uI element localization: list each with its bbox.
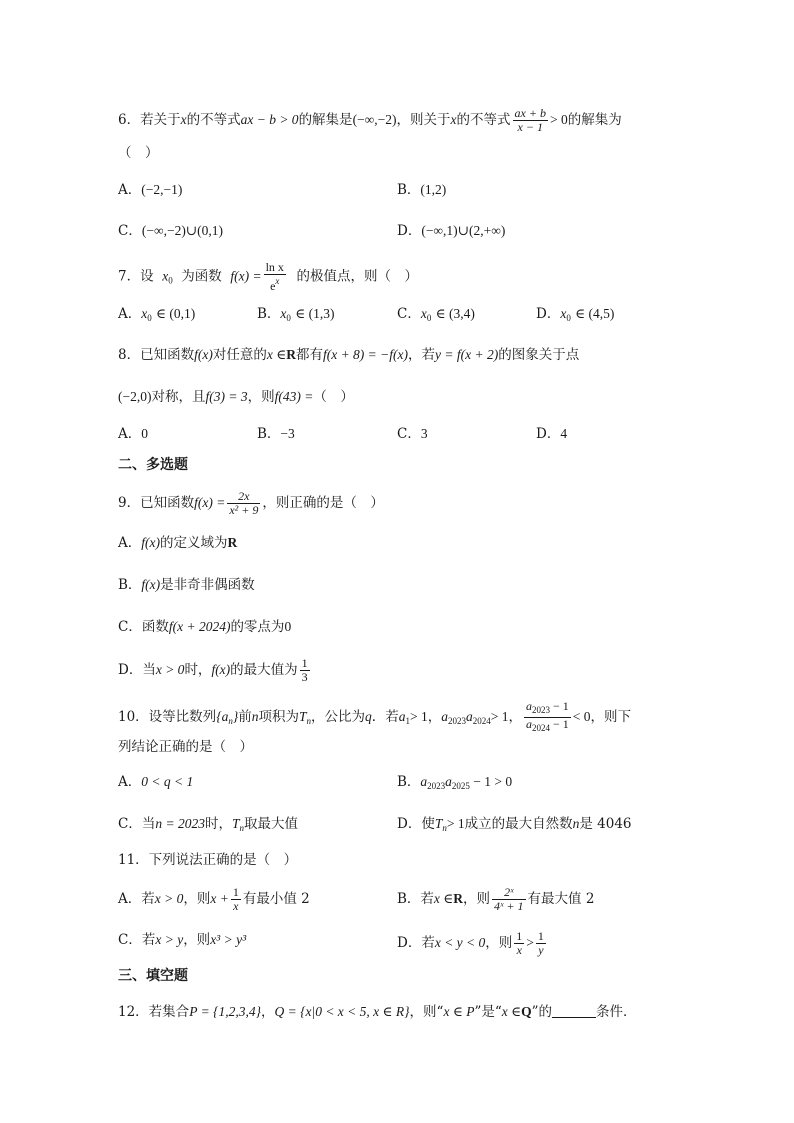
q10-T: T	[299, 709, 307, 724]
q6-text: 的解集为	[567, 112, 622, 128]
q7-option-a	[118, 304, 195, 328]
q6-interval: (−∞,−2)	[352, 112, 397, 127]
q10-option-d	[397, 814, 632, 838]
q10-text: ，公比为	[311, 709, 366, 725]
q8-option-d	[536, 424, 567, 444]
q10-text: ．若	[371, 709, 399, 725]
q9-option-a	[118, 533, 237, 553]
q6-paren: （ ）	[118, 145, 159, 161]
q8-x-in: x ∈	[266, 347, 287, 362]
question-6-stem	[118, 107, 622, 134]
q6-text: 的不等式	[456, 112, 511, 128]
q10-option-b	[397, 772, 512, 796]
q8-R: R	[286, 347, 296, 362]
question-7-stem	[118, 261, 418, 293]
q8-option-b	[257, 424, 295, 444]
q12-text: ，则“	[409, 1004, 444, 1020]
q7-function: f(x) =	[230, 268, 262, 284]
q12-text: ”是“	[474, 1004, 502, 1020]
q11-option-c	[118, 930, 246, 950]
answer-blank[interactable]	[552, 1003, 596, 1018]
option-fx: f(x)	[141, 535, 160, 550]
q7-text: 的极值点，则（ ）	[296, 268, 419, 285]
q9-text: 9．已知函数	[118, 495, 195, 511]
option-var: a	[420, 774, 428, 789]
option-cond: x > 0	[154, 891, 184, 906]
q6-text: 的解集是	[298, 112, 353, 128]
option-label: A．	[118, 774, 142, 790]
q6-frac-num: ax + b	[514, 106, 546, 120]
q7-frac-num: ln x	[265, 260, 284, 274]
option-var: x	[280, 306, 287, 321]
option-text: 的零点为	[230, 619, 285, 635]
option-label: D．当	[118, 662, 156, 678]
option-sub: n	[239, 823, 244, 833]
option-sub: n	[442, 823, 447, 833]
q9-option-c	[118, 617, 291, 637]
q11-option-b	[397, 886, 594, 913]
option-text: 有最大值 2	[527, 891, 595, 907]
q9-option-d	[118, 657, 312, 684]
q9-frac-num: 2x	[227, 490, 260, 504]
q10-prod-sub: 2023	[448, 716, 467, 726]
frac-num: 1	[301, 656, 308, 670]
option-text: 取最大值	[243, 816, 298, 832]
option-gt: >	[526, 935, 534, 950]
option-label: C．	[118, 223, 142, 239]
option-label: D．若	[397, 935, 435, 951]
option-text: 是 4046	[579, 816, 632, 832]
option-text: ，则	[183, 932, 211, 948]
option-value: 3	[420, 426, 428, 441]
q6-fraction	[513, 107, 548, 134]
option-value: x³ > y³	[210, 932, 247, 947]
option-text: 是非奇非偶函数	[160, 577, 255, 593]
option-fraction	[536, 930, 546, 957]
q8-fx: f(x)	[194, 347, 213, 362]
option-value: 4	[560, 426, 568, 441]
option-var: T	[231, 816, 240, 831]
option-label: C．若	[118, 932, 156, 948]
frac-den-sub: 2024	[532, 723, 551, 733]
q10-option-c	[118, 814, 298, 838]
q7-option-d	[536, 304, 614, 328]
q9-function: f(x) =	[194, 495, 226, 510]
q10-prod-sub: 2024	[472, 716, 491, 726]
q12-set-P: P = {1,2,3,4}	[189, 1004, 261, 1019]
frac-den: a	[526, 717, 533, 731]
option-cond: > 1	[446, 816, 465, 831]
q8-text: 对任意的	[212, 347, 267, 363]
q10-a1: a	[398, 709, 406, 724]
q8-text: 对称，且	[151, 389, 206, 405]
q12-text: 条件．	[596, 1004, 637, 1020]
q10-a1-rest: > 1，	[410, 709, 442, 724]
q8-y: y = f(x + 2)	[435, 347, 499, 362]
q12-text: 12．若集合	[118, 1004, 190, 1020]
q6-frac-den: x − 1	[517, 120, 543, 134]
q10-seq: {a	[216, 709, 229, 724]
option-text: ，则	[463, 891, 491, 907]
option-label: A．	[118, 306, 142, 322]
frac-den-rest: − 1	[550, 717, 569, 731]
option-value: 0	[284, 619, 292, 634]
option-label: B．	[257, 306, 281, 322]
option-R: R	[227, 535, 238, 550]
q10-prod: a	[441, 709, 449, 724]
option-var: T	[434, 816, 443, 831]
q10-q: q	[365, 709, 372, 724]
option-value: (1,2)	[420, 182, 447, 197]
option-text: ，则	[183, 891, 211, 907]
option-label: D．	[397, 223, 422, 239]
q11-option-d	[397, 930, 548, 957]
q10-seq-end: }	[232, 709, 239, 724]
option-value: ∈ (0,1)	[156, 306, 196, 321]
option-sub: 2023	[427, 781, 446, 791]
q6-option-b	[397, 180, 446, 200]
q7-text: 为函数	[181, 268, 222, 285]
q10-n: n	[251, 709, 259, 724]
q11-option-a	[118, 886, 310, 913]
option-value: (−∞,1)∪(2,+∞)	[421, 223, 506, 238]
option-sub: 0	[286, 313, 291, 323]
option-label: A．若	[118, 891, 155, 907]
option-label: C．函数	[118, 619, 169, 635]
option-value: ∈ (3,4)	[435, 306, 475, 321]
option-cond: x > 0	[155, 662, 185, 677]
q9-fraction	[227, 490, 260, 517]
option-text: 成立的最大自然数	[464, 816, 573, 832]
option-label: C．	[397, 426, 421, 442]
q8-point: (−2,0)	[118, 389, 152, 404]
option-cond: x ∈	[433, 891, 454, 906]
q8-f3: f(3) = 3	[205, 389, 248, 404]
q6-option-d	[397, 221, 505, 241]
q6-option-c	[118, 221, 223, 241]
option-sub: 0	[566, 313, 571, 323]
option-label: B．	[257, 426, 281, 442]
q8-text: ，则	[247, 389, 275, 405]
q7-option-c	[397, 304, 475, 328]
q10-a1-sub: 1	[405, 716, 411, 726]
q6-option-a	[118, 180, 182, 200]
question-12-stem	[118, 1002, 637, 1022]
q8-text: 都有	[295, 347, 323, 363]
option-text: 时，	[204, 816, 232, 832]
section-heading-fill-in: 三、填空题	[118, 968, 188, 984]
q10-prod-rest: > 1，	[490, 709, 523, 724]
question-11-stem: 11．下列说法正确的是（ ）	[118, 852, 298, 868]
question-10-stem-2: 列结论正确的是（ ）	[118, 739, 253, 755]
option-var: a	[445, 774, 452, 789]
option-label: B．	[397, 182, 421, 198]
option-value: 0	[141, 426, 148, 441]
option-fraction	[492, 886, 525, 913]
option-fx: f(x)	[211, 662, 231, 677]
option-label: B．若	[397, 891, 434, 907]
question-8-stem-2	[118, 387, 354, 407]
option-label: D．	[536, 426, 561, 442]
option-label: B．	[118, 577, 142, 593]
option-text: 的定义域为	[159, 535, 228, 551]
option-var: x	[141, 306, 148, 321]
q10-prod: a	[466, 709, 473, 724]
q6-text: 的不等式	[186, 112, 241, 128]
q8-text: 的图象关于点	[498, 347, 580, 363]
option-fx: f(x + 2024)	[168, 619, 231, 634]
q12-set-Q: Q = {x|0 < x < 5, x ∈ R}	[274, 1004, 410, 1019]
option-text: 时，	[184, 662, 212, 678]
question-8-stem	[118, 345, 579, 365]
option-expr: x +	[210, 891, 229, 906]
q10-T-sub: n	[306, 716, 312, 726]
q10-fraction	[524, 700, 571, 735]
option-value: ∈ (1,3)	[295, 306, 335, 321]
q7-frac-den: e	[270, 279, 276, 293]
q12-cond2: x ∈	[501, 1004, 522, 1019]
q10-option-a	[118, 772, 193, 792]
q7-x0: x	[162, 268, 169, 284]
option-value: 0 < q < 1	[141, 774, 194, 789]
q8-option-c	[397, 424, 428, 444]
q8-equation: f(x + 8) = −f(x)	[322, 347, 409, 362]
option-value: − 1 > 0	[469, 774, 513, 789]
frac-den: 4ˣ + 1	[494, 899, 524, 913]
q12-text: ”的	[531, 1004, 553, 1020]
option-label: A．	[118, 535, 142, 551]
option-var: n	[572, 816, 580, 831]
q10-text: 10．设等比数列	[118, 709, 217, 725]
option-var: x	[560, 306, 567, 321]
q10-text: 前	[238, 709, 252, 725]
q10-seq-sub: n	[228, 716, 233, 726]
option-value: (−∞,−2)∪(0,1)	[141, 223, 223, 238]
option-sub: 0	[147, 313, 152, 323]
option-label: D．使	[397, 816, 435, 832]
option-value: (−2,−1)	[141, 182, 183, 197]
frac-den: x	[516, 943, 522, 957]
frac-den: 3	[301, 670, 308, 684]
section-heading-multiple-choice: 二、多选题	[118, 457, 188, 473]
q6-text: 6．若关于	[118, 112, 181, 128]
frac-num: a	[526, 699, 533, 713]
q10-text: ，则下	[590, 709, 632, 725]
option-fraction	[231, 886, 241, 913]
q8-text: （ ）	[313, 389, 354, 405]
option-cond: x > y	[155, 932, 184, 947]
q7-frac-den-sup: x	[275, 276, 280, 286]
frac-num: 1	[537, 929, 544, 943]
option-label: D．	[536, 306, 561, 322]
option-cond: n = 2023	[155, 816, 205, 831]
q12-text: ，	[260, 1004, 275, 1020]
option-label: C．	[397, 306, 421, 322]
option-label: A．	[118, 182, 142, 198]
frac-num: 1	[516, 929, 523, 943]
option-value: ∈ (4,5)	[575, 306, 615, 321]
frac-num: 1	[232, 885, 239, 899]
option-text: 有最小值 2	[242, 891, 310, 907]
option-cond: x < y < 0	[434, 935, 486, 950]
q6-inequality: ax − b > 0	[240, 112, 299, 127]
q10-text: 项积为	[258, 709, 299, 725]
frac-num: 2ˣ	[492, 886, 525, 900]
q7-fraction	[264, 261, 286, 293]
option-var: x	[420, 306, 427, 321]
option-R: R	[453, 891, 464, 906]
option-label: C．当	[118, 816, 156, 832]
option-text: ，则	[485, 935, 513, 951]
q7-text: 7．设	[118, 268, 154, 285]
q9-d-fraction	[300, 657, 310, 684]
q9-frac-den: x² + 9	[229, 503, 259, 517]
option-sub: 2025	[451, 781, 470, 791]
q8-text: ，若	[408, 347, 436, 363]
q9-option-b	[118, 575, 255, 595]
frac-num-rest: − 1	[550, 699, 569, 713]
option-sub: 0	[426, 313, 432, 323]
option-text: 的最大值为	[230, 662, 298, 678]
q6-var-x: x	[450, 112, 457, 127]
q12-Q-bold: Q	[521, 1004, 532, 1019]
question-9-stem	[118, 490, 384, 517]
q6-var-x: x	[180, 112, 187, 127]
option-label: A．	[118, 426, 142, 442]
q7-x0-sub: 0	[168, 275, 173, 286]
q8-f43: f(43) =	[274, 389, 314, 404]
option-label: B．	[397, 774, 421, 790]
q8-text: 8．已知函数	[118, 347, 195, 363]
q10-lt0: < 0	[572, 709, 591, 724]
frac-den: y	[538, 943, 544, 957]
q12-cond1: x ∈ P	[443, 1004, 475, 1019]
frac-num-sub: 2023	[532, 705, 551, 715]
option-fraction	[514, 930, 524, 957]
frac-den: x	[233, 899, 239, 913]
q9-text: ，则正确的是（ ）	[262, 495, 384, 511]
q7-option-b	[257, 304, 334, 328]
option-fx: f(x)	[141, 577, 161, 592]
q8-option-a	[118, 424, 148, 444]
q6-gt0: > 0	[549, 112, 568, 127]
option-value: −3	[280, 426, 295, 441]
q6-text: ，则关于	[396, 112, 451, 128]
question-10-stem	[118, 700, 631, 735]
